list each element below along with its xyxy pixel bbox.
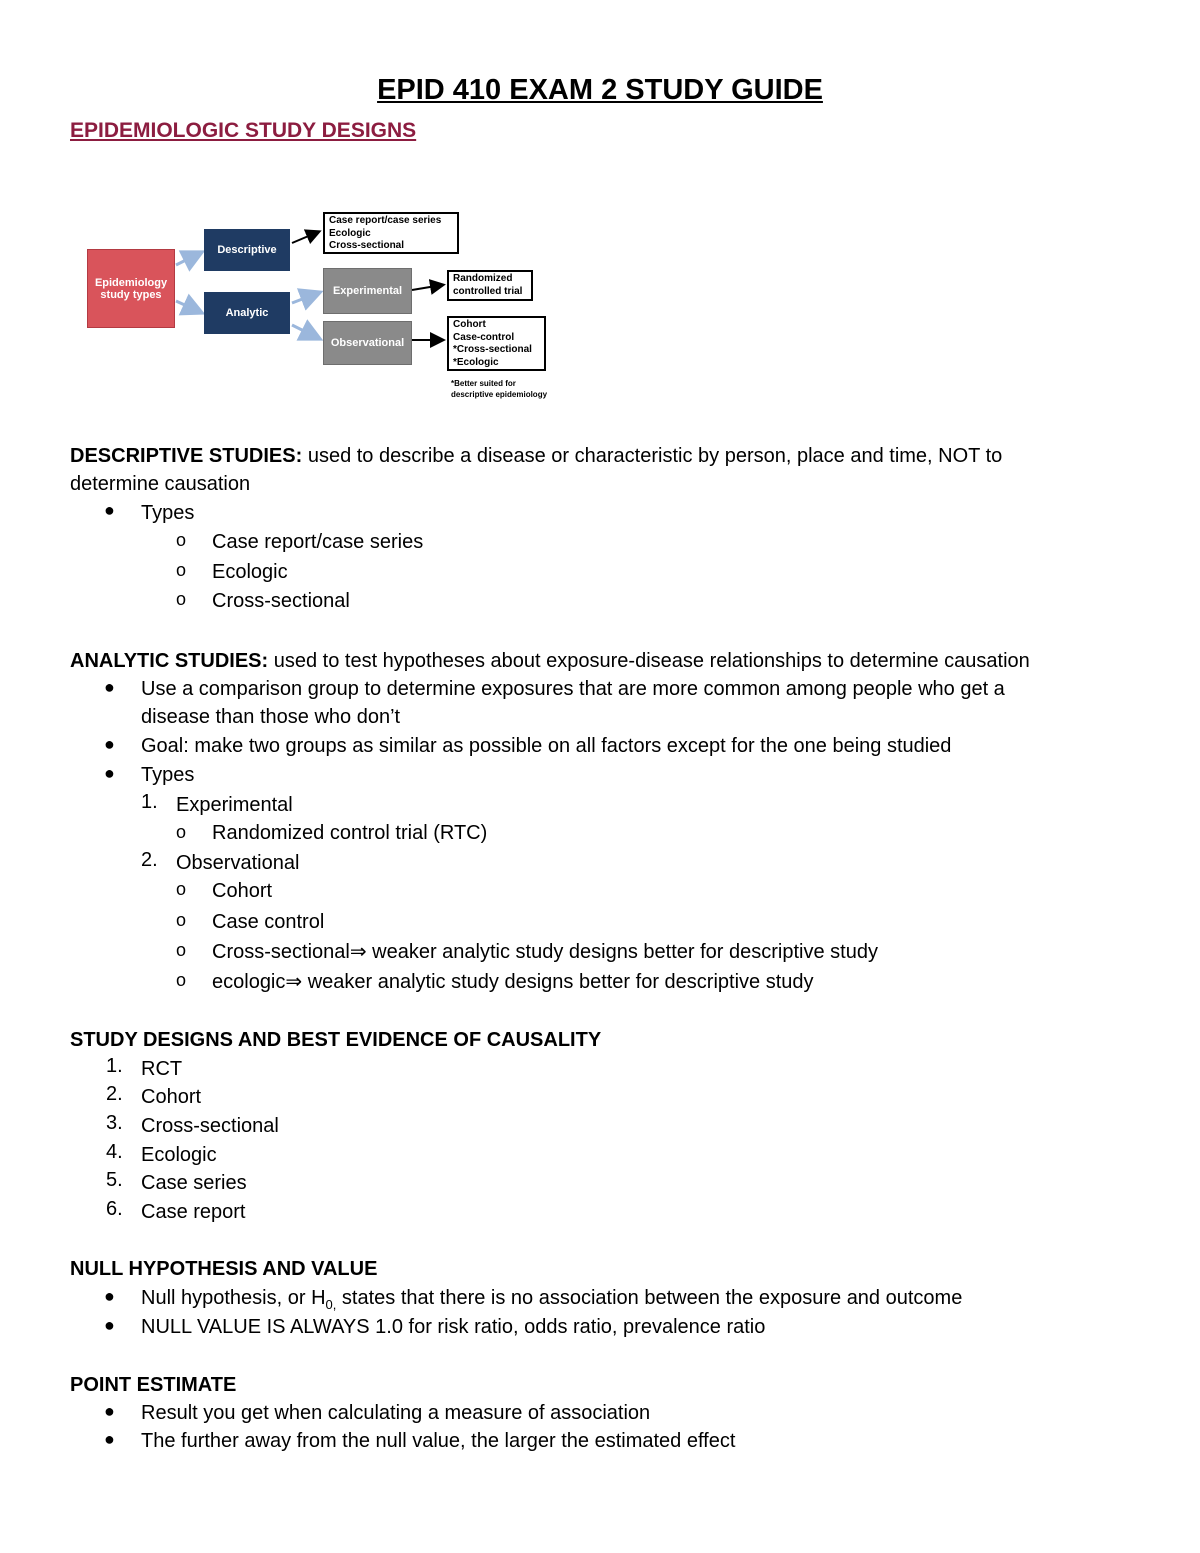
list-number: 6. — [106, 1198, 123, 1220]
descriptive-paragraph — [70, 442, 1002, 470]
experimental-box: Experimental — [323, 268, 412, 314]
analytic-bullet-1-cont: disease than those who don’t — [141, 706, 401, 728]
arrow-descriptive-list — [292, 232, 318, 243]
point-heading: POINT ESTIMATE — [70, 1374, 237, 1396]
null-heading: NULL HYPOTHESIS AND VALUE — [70, 1258, 378, 1280]
analytic-bullet-2: Goal: make two groups as similar as possible on all factors except for the one being studied — [141, 735, 952, 757]
descriptive-type: Case report/case series — [212, 531, 424, 553]
list-number: 1. — [141, 791, 158, 813]
observational-item: Cross-sectional⇒ weaker analytic study designs better for descriptive study — [212, 941, 878, 963]
null-bullet-2: NULL VALUE IS ALWAYS 1.0 for risk ratio, odds ratio, prevalence ratio — [141, 1316, 766, 1338]
analytic-types-label: Types — [141, 764, 195, 786]
list-number: 3. — [106, 1112, 123, 1134]
section-title: EPIDEMIOLOGIC STUDY DESIGNS — [70, 119, 417, 142]
sub-bullet: o — [176, 560, 187, 580]
arrow-analytic-experimental — [292, 293, 318, 303]
observational-list-item: *Cross-sectional — [453, 344, 532, 355]
descriptive-list-item: Ecologic — [329, 227, 371, 239]
point-bullet: The further away from the null value, the larger the estimated effect — [141, 1430, 736, 1452]
bullet-dot: ● — [104, 500, 115, 520]
experimental-list-box — [447, 270, 533, 301]
causality-heading: STUDY DESIGNS AND BEST EVIDENCE OF CAUSALITY — [70, 1029, 602, 1051]
arrow-analytic-observational — [292, 325, 318, 338]
descriptive-list-item: Case report/case series — [329, 215, 442, 226]
analytic-box: Analytic — [204, 292, 290, 334]
sub-bullet: o — [176, 589, 187, 609]
sub-bullet: o — [176, 910, 187, 930]
analytic-bullet-1: Use a comparison group to determine exposures that are more common among people who get a — [141, 678, 1005, 700]
sub-bullet: o — [176, 530, 187, 550]
diagram-footnote — [451, 378, 547, 400]
observational-list-item: *Ecologic — [453, 356, 499, 368]
null-bullet-1-post: states that there is no association between the exposure and outcome — [336, 1287, 963, 1309]
root-box — [87, 249, 175, 328]
bullet-dot: ● — [104, 1315, 115, 1335]
bullet-dot: ● — [104, 1286, 115, 1306]
observational-list-box — [447, 316, 546, 371]
sub-bullet: o — [176, 822, 187, 842]
list-number: 2. — [141, 849, 158, 871]
analytic-text: used to test hypotheses about exposure-disease relationships to determine causation — [268, 650, 1030, 672]
sub-bullet: o — [176, 879, 187, 899]
descriptive-type: Ecologic — [212, 561, 288, 583]
causality-item: Ecologic — [141, 1144, 217, 1166]
null-bullet-1-sub: 0, — [325, 1297, 337, 1312]
descriptive-box: Descriptive — [204, 229, 290, 271]
descriptive-label: DESCRIPTIVE STUDIES: — [70, 445, 303, 467]
observational-item: Case control — [212, 911, 325, 933]
study-types-diagram — [0, 0, 1200, 420]
experimental-label: Experimental — [176, 794, 293, 816]
root-label: Epidemiology study types — [94, 276, 168, 301]
experimental-list-item: Randomized — [453, 273, 513, 284]
diagram-arrows — [0, 0, 1200, 420]
point-bullet: Result you get when calculating a measure of association — [141, 1402, 651, 1424]
arrow-experimental-list — [412, 285, 442, 290]
bullet-dot: ● — [104, 734, 115, 754]
footnote-line: descriptive epidemiology — [451, 390, 548, 399]
analytic-label: ANALYTIC STUDIES: — [70, 650, 269, 672]
observational-box: Observational — [323, 321, 412, 365]
descriptive-text-1: used to describe a disease or characteristic by person, place and time, NOT to — [302, 445, 1003, 467]
bullet-dot: ● — [104, 1429, 115, 1449]
causality-item: Cohort — [141, 1086, 202, 1108]
sub-bullet: o — [176, 940, 187, 960]
causality-item: Cross-sectional — [141, 1115, 279, 1137]
causality-item: Case report — [141, 1201, 246, 1223]
descriptive-list-item: Cross-sectional — [329, 240, 405, 251]
bullet-dot: ● — [104, 1401, 115, 1421]
list-number: 5. — [106, 1169, 123, 1191]
experimental-item: Randomized control trial (RTC) — [212, 822, 488, 844]
list-number: 1. — [106, 1055, 123, 1077]
descriptive-list-box — [323, 212, 459, 254]
observational-item: Cohort — [212, 880, 273, 902]
causality-item: Case series — [141, 1172, 247, 1194]
list-number: 2. — [106, 1083, 123, 1105]
list-number: 4. — [106, 1141, 123, 1163]
experimental-list-item: controlled trial — [453, 285, 523, 297]
analytic-paragraph — [70, 647, 1030, 675]
bullet-dot: ● — [104, 763, 115, 783]
descriptive-type: Cross-sectional — [212, 590, 350, 612]
null-bullet-1-pre: Null hypothesis, or H — [141, 1287, 326, 1309]
observational-item: ecologic⇒ weaker analytic study designs better for descriptive study — [212, 971, 814, 993]
arrow-root-descriptive — [176, 253, 200, 265]
bullet-dot: ● — [104, 677, 115, 697]
descriptive-types-label: Types — [141, 502, 195, 524]
footnote-line: *Better suited for — [451, 379, 516, 388]
descriptive-text-2: determine causation — [70, 473, 251, 495]
observational-label: Observational — [176, 852, 300, 874]
document-title: EPID 410 EXAM 2 STUDY GUIDE — [377, 74, 823, 106]
causality-item: RCT — [141, 1058, 183, 1080]
arrow-root-analytic — [176, 301, 200, 312]
sub-bullet: o — [176, 970, 187, 990]
observational-list-item: Case-control — [453, 331, 515, 343]
observational-list-item: Cohort — [453, 319, 486, 330]
